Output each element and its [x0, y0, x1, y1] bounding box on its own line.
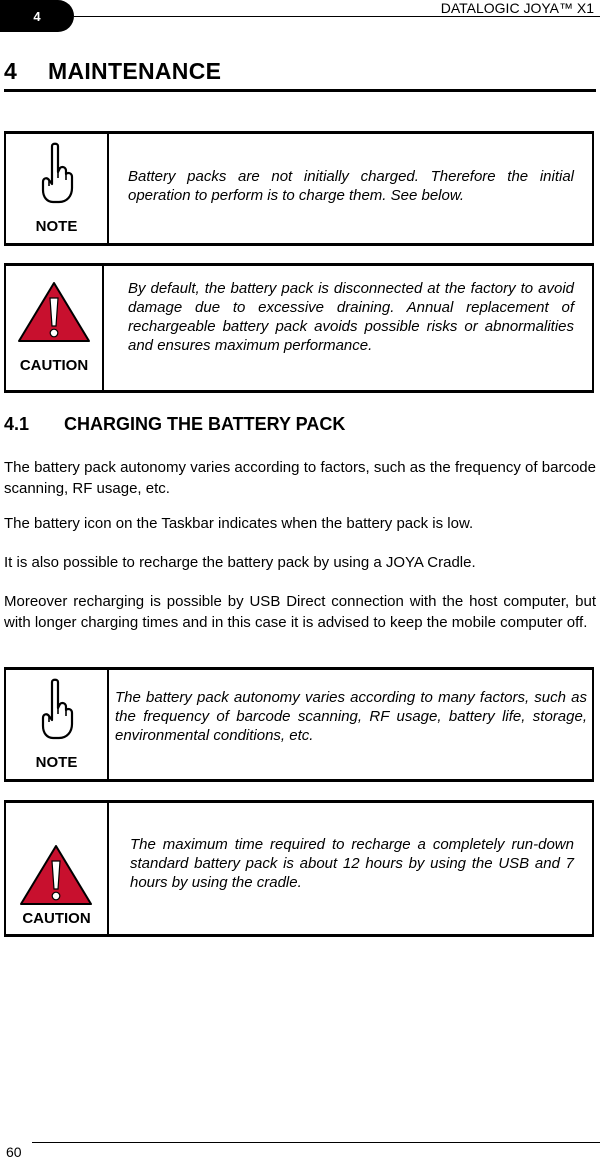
body-paragraph-1: The battery pack autonomy varies according to factors, such as the frequency of barcode scanning, RF usage, etc.	[4, 459, 596, 497]
note-icon-column	[6, 670, 107, 779]
note-box-2	[4, 667, 594, 782]
caution-box-2	[4, 800, 594, 937]
note-label: NOTE	[35, 218, 78, 235]
section-title: CHARGING THE BATTERY PACK	[64, 414, 346, 434]
note-box-1	[4, 131, 594, 246]
body-paragraph-3: It is also possible to recharge the battery pack by using a JOYA Cradle.	[4, 554, 476, 571]
caution-text: By default, the battery pack is disconnected at the factory to avoid damage due to excessive draining. Annual replacement of rechargeable battery pack avoids possible risks or abnormalities and ensures maximum performance.	[128, 280, 574, 354]
page-number: 60	[6, 1144, 22, 1160]
warning-exclamation-icon	[16, 280, 92, 344]
caution-box-1	[4, 263, 594, 393]
warning-exclamation-icon	[18, 843, 94, 907]
section-heading	[4, 414, 345, 435]
pointing-hand-icon	[39, 142, 75, 206]
note-label: NOTE	[35, 754, 78, 771]
caution-icon-column	[6, 266, 102, 390]
note-icon-column	[6, 134, 107, 243]
body-paragraph-2: The battery icon on the Taskbar indicates when the battery pack is low.	[4, 515, 474, 532]
chapter-tab: 4	[0, 0, 74, 32]
footer-rule	[32, 1142, 600, 1143]
caution-label: CAUTION	[19, 357, 89, 374]
body-paragraph-4: Moreover recharging is possible by USB Direct connection with the host computer, but with longer charging times and in this case it is advised to keep the mobile computer off.	[4, 593, 596, 631]
chapter-heading	[4, 58, 221, 85]
note-text: The battery pack autonomy varies according to many factors, such as the frequency of barcode scanning, RF usage, battery life, storage, environmental conditions, etc.	[115, 689, 587, 744]
caution-text: The maximum time required to recharge a completely run-down standard battery pack is about 12 hours by using the USB and 7 hours by using the cradle.	[130, 836, 574, 891]
caution-icon-column	[6, 803, 107, 934]
note-text: Battery packs are not initially charged. Therefore the initial operation to perform is to charge them. See below.	[128, 168, 574, 204]
pointing-hand-icon	[39, 678, 75, 742]
product-title: DATALOGIC JOYA™ X1	[440, 0, 594, 16]
chapter-number: 4	[4, 58, 18, 84]
caution-label: CAUTION	[22, 910, 91, 927]
section-number: 4.1	[4, 414, 30, 434]
header-rule	[74, 16, 600, 17]
chapter-rule	[4, 89, 596, 92]
chapter-title: MAINTENANCE	[48, 58, 222, 84]
